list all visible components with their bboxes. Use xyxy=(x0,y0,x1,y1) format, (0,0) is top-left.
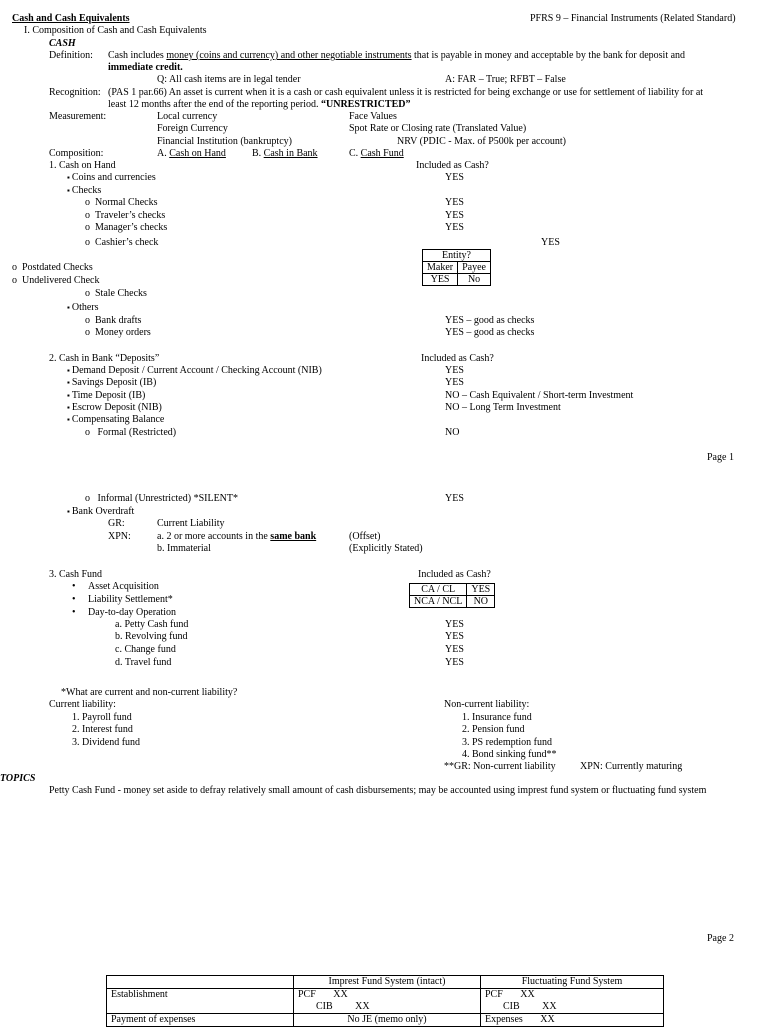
list-item: o Cashier’s check xyxy=(85,237,159,248)
page-number: Page 2 xyxy=(707,933,734,944)
classification-table xyxy=(409,583,495,608)
maker-value: YES xyxy=(423,274,458,286)
list-item: ▪ Others xyxy=(67,302,99,314)
list-item: o Normal Checks xyxy=(85,197,158,208)
fund-value: YES xyxy=(445,619,464,630)
noncurrent-liability-item: 2. Pension fund xyxy=(462,724,525,735)
fund-item: a. Petty Cash fund xyxy=(115,619,189,630)
composition-label: Composition: xyxy=(49,148,104,159)
recognition-text-2: least 12 months after the end of the reporting period. “UNRESTRICTED” xyxy=(108,99,411,110)
list-value: YES xyxy=(445,222,464,233)
gr-note: **GR: Non-current liability xyxy=(444,761,556,772)
fund-item: c. Change fund xyxy=(115,644,176,655)
row-label: Payment of expenses xyxy=(107,1014,294,1027)
list-value: YES xyxy=(541,237,560,248)
imprest-entry: No JE (memo only) xyxy=(294,1014,481,1027)
cash-fund-heading: 3. Cash Fund xyxy=(49,569,103,580)
list-value: YES – good as checks xyxy=(445,315,535,326)
list-item: o Formal (Restricted) xyxy=(85,427,177,438)
included-header: Included as Cash? xyxy=(416,160,489,171)
fluctuating-entry: Expenses XX xyxy=(481,1014,664,1027)
definition-bold: immediate credit. xyxy=(108,62,183,73)
list-item: • Liability Settlement* xyxy=(72,594,173,605)
table-corner xyxy=(107,976,294,989)
list-value: YES xyxy=(445,197,464,208)
list-item: o Undelivered Check xyxy=(12,275,100,286)
gr-value: Current Liability xyxy=(157,518,225,529)
section-heading: I. Composition of Cash and Cash Equivalents xyxy=(24,25,207,36)
measurement-value: Spot Rate or Closing rate (Translated Value) xyxy=(349,123,527,134)
doc-title: Cash and Cash Equivalents xyxy=(12,13,130,24)
list-item: ▪ Bank Overdraft xyxy=(67,506,134,518)
list-item: ▪ Demand Deposit / Current Account / Checking Account (NIB) xyxy=(67,365,322,377)
list-value: YES xyxy=(445,377,464,388)
fund-item: b. Revolving fund xyxy=(115,631,188,642)
xpn-a-note: (Offset) xyxy=(349,531,381,542)
noncurrent-liability-item: 4. Bond sinking fund** xyxy=(462,749,557,760)
xpn-note: XPN: Currently maturing xyxy=(580,761,683,772)
doc-standard: PFRS 9 – Financial Instruments (Related Standard) xyxy=(530,13,736,24)
fluctuating-entry: PCF XX CIB XX xyxy=(481,989,664,1014)
imprest-header: Imprest Fund System (intact) xyxy=(294,976,481,989)
ca-cl-value: YES xyxy=(467,584,495,596)
fund-value: YES xyxy=(445,657,464,668)
entity-table xyxy=(422,249,491,286)
cash-heading: CASH xyxy=(49,38,76,49)
included-header: Included as Cash? xyxy=(418,569,491,580)
list-value: YES xyxy=(445,365,464,376)
fluctuating-header: Fluctuating Fund System xyxy=(481,976,664,989)
list-item: ▪ Coins and currencies xyxy=(67,172,156,184)
current-liability-item: 2. Interest fund xyxy=(72,724,133,735)
list-item: ▪ Escrow Deposit (NIB) xyxy=(67,402,162,414)
maker-header: Maker xyxy=(423,262,458,274)
topics-heading: TOPICS xyxy=(0,773,36,784)
answer-text: A: FAR – True; RFBT – False xyxy=(445,74,566,85)
petty-cash-definition: Petty Cash Fund - money set aside to defray relatively small amount of cash disbursements; may be accounted using imprest fund system or fluctuating fund system xyxy=(49,785,707,796)
list-item: o Manager’s checks xyxy=(85,222,168,233)
recognition-label: Recognition: xyxy=(49,87,101,98)
measurement-item: Financial Institution (bankruptcy) xyxy=(157,136,292,147)
page-number: Page 1 xyxy=(707,452,734,463)
list-value: YES xyxy=(445,210,464,221)
list-value: NO xyxy=(445,427,460,438)
gr-label: GR: xyxy=(108,518,125,529)
entity-header: Entity? xyxy=(423,250,491,262)
measurement-item: Foreign Currency xyxy=(157,123,228,134)
list-value: NO – Cash Equivalent / Short-term Investment xyxy=(445,390,634,401)
imprest-entry: PCF XX CIB XX xyxy=(294,989,481,1014)
payee-header: Payee xyxy=(458,262,491,274)
measurement-value: NRV (PDIC - Max. of P500k per account) xyxy=(397,136,566,147)
table-row xyxy=(107,989,664,1014)
list-item: ▪ Time Deposit (IB) xyxy=(67,390,145,402)
nca-ncl-value: NO xyxy=(467,596,495,608)
measurement-value: Face Values xyxy=(349,111,397,122)
list-item: • Asset Acquisition xyxy=(72,581,159,592)
list-item: • Day-to-day Operation xyxy=(72,607,177,618)
measurement-label: Measurement: xyxy=(49,111,107,122)
table-row xyxy=(107,1014,664,1027)
list-item: o Stale Checks xyxy=(85,288,147,299)
measurement-item: Local currency xyxy=(157,111,218,122)
noncurrent-liability-heading: Non-current liability: xyxy=(444,699,530,710)
current-liability-heading: Current liability: xyxy=(49,699,116,710)
question-text: Q: All cash items are in legal tender xyxy=(157,74,301,85)
noncurrent-liability-item: 1. Insurance fund xyxy=(462,712,532,723)
fund-value: YES xyxy=(445,631,464,642)
definition-text: Cash includes money (coins and currency) and other negotiable instruments that is payable in money and acceptable by the bank for deposit and xyxy=(108,50,686,61)
composition-a: A. Cash on Hand xyxy=(157,148,226,159)
current-liability-item: 3. Dividend fund xyxy=(72,737,141,748)
list-item: o Money orders xyxy=(85,327,151,338)
nca-ncl-label: NCA / NCL xyxy=(410,596,467,608)
list-item: o Bank drafts xyxy=(85,315,142,326)
list-item: ▪ Compensating Balance xyxy=(67,414,164,426)
liability-question: *What are current and non-current liability? xyxy=(61,687,238,698)
list-item: ▪ Checks xyxy=(67,185,101,197)
xpn-a: a. 2 or more accounts in the same bank xyxy=(157,531,317,542)
list-value: NO – Long Term Investment xyxy=(445,402,561,413)
definition-label: Definition: xyxy=(49,50,93,61)
list-item: ▪ Savings Deposit (IB) xyxy=(67,377,156,389)
included-header: Included as Cash? xyxy=(421,353,494,364)
payee-value: No xyxy=(458,274,491,286)
composition-c: C. Cash Fund xyxy=(349,148,404,159)
fund-value: YES xyxy=(445,644,464,655)
cash-on-hand-heading: 1. Cash on Hand xyxy=(49,160,116,171)
cash-in-bank-heading: 2. Cash in Bank “Deposits” xyxy=(49,353,160,364)
recognition-text-1: (PAS 1 par.66) An asset is current when it is a cash or cash equivalent unless it is restricted for being exchange or use for settlement of liability for at xyxy=(108,87,704,98)
xpn-b-note: (Explicitly Stated) xyxy=(349,543,423,554)
list-value: YES xyxy=(445,493,464,504)
current-liability-item: 1. Payroll fund xyxy=(72,712,132,723)
list-value: YES – good as checks xyxy=(445,327,535,338)
fund-item: d. Travel fund xyxy=(115,657,172,668)
noncurrent-liability-item: 3. PS redemption fund xyxy=(462,737,552,748)
composition-b: B. Cash in Bank xyxy=(252,148,318,159)
xpn-b: b. Immaterial xyxy=(157,543,211,554)
row-label: Establishment xyxy=(107,989,294,1014)
list-value: YES xyxy=(445,172,464,183)
ca-cl-label: CA / CL xyxy=(410,584,467,596)
fund-system-table xyxy=(106,975,664,1027)
list-item: o Informal (Unrestricted) *SILENT* xyxy=(85,493,239,504)
list-item: o Postdated Checks xyxy=(12,262,93,273)
list-item: o Traveler’s checks xyxy=(85,210,166,221)
xpn-label: XPN: xyxy=(108,531,131,542)
